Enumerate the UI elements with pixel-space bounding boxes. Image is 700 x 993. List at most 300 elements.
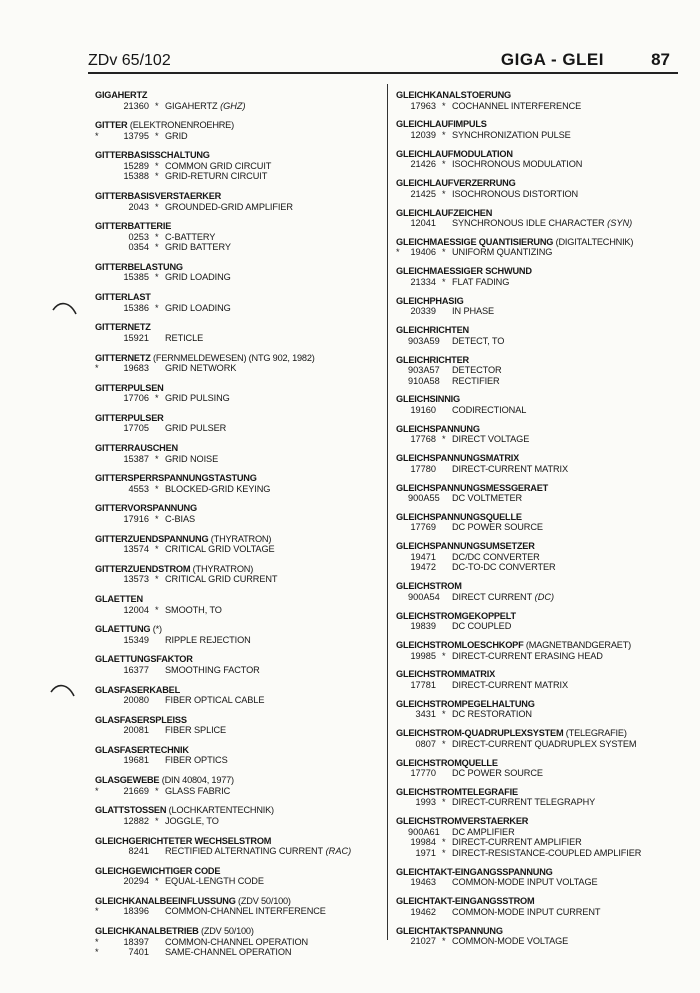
headword-note: (MAGNETBANDGERAET) [525, 640, 631, 651]
headword-text: GITTERBASISSCHALTUNG [95, 150, 210, 161]
entry-headword [95, 896, 380, 907]
headword-text: GLEICHRICHTEN [396, 325, 469, 336]
headword-text: GLEICHRICHTER [396, 354, 469, 365]
headword-text: GLEICHTAKTSPANNUNG [396, 925, 503, 936]
headword-text: GITTERNETZ [95, 322, 151, 333]
translation-line [396, 680, 686, 691]
headword-note: (ZDV 50/100) [200, 926, 254, 937]
term-mark [155, 846, 165, 857]
dictionary-entry [396, 325, 686, 346]
term-mark: * [155, 100, 159, 111]
headword-text: GLEICHSTROM [396, 581, 462, 592]
headword-text: GLEICHGERICHTETER WECHSELSTROM [95, 835, 272, 846]
entry-headword [95, 866, 380, 877]
term-code: 15388 [123, 171, 149, 182]
headword-text: GITTERNETZ [95, 352, 151, 363]
term-code: 20339 [410, 306, 436, 317]
translation-term: DIRECT-CURRENT QUADRUPLEX SYSTEM [452, 738, 637, 749]
term-mark: * [442, 247, 446, 258]
headword-text: GLEICHKANALBEEINFLUSSUNG [95, 895, 236, 906]
term-mark [442, 376, 452, 387]
headword-note: (FERNMELDEWESEN) (NTG 902, 1982) [153, 352, 315, 363]
translation-line [396, 247, 686, 258]
translation-term: GRID NOISE [165, 453, 219, 464]
mark-star [95, 423, 107, 434]
term-mark: * [155, 483, 159, 494]
mark-star [95, 202, 107, 213]
term-abbreviation: (RAC) [325, 846, 352, 856]
term-code: 900A55 [408, 493, 440, 504]
entry-headword [396, 296, 686, 307]
headword-text: GLEICHSTROMVERSTAERKER [396, 816, 529, 827]
entry-headword [95, 221, 380, 232]
mark-star: * [95, 947, 99, 958]
term-code: 19160 [410, 404, 436, 415]
translation-line [95, 605, 380, 616]
term-mark: * [442, 847, 446, 858]
mark-star [95, 544, 107, 555]
headword-text: GITTERPULSEN [95, 382, 164, 393]
headword-note: (ZDV 50/100) [238, 895, 291, 906]
translation-term: GROUNDED-GRID AMPLIFIER [165, 201, 293, 212]
translation-line [396, 522, 686, 533]
term-mark: * [155, 201, 159, 212]
translation-term: BLOCKED-GRID KEYING [165, 483, 271, 494]
translation-term: DIRECT-CURRENT MATRIX [452, 679, 568, 690]
translation-line [95, 876, 380, 887]
term-code: 3431 [415, 709, 436, 720]
mark-star [396, 376, 408, 387]
translation-line [95, 695, 380, 706]
translation-term: DIRECT VOLTAGE [452, 434, 530, 445]
dictionary-entry [95, 654, 380, 675]
headword-text: GLEICHSPANNUNG [396, 423, 480, 434]
term-mark: * [155, 453, 159, 464]
translation-line [95, 303, 380, 314]
term-code: 8241 [128, 846, 149, 856]
entry-headword [95, 715, 380, 726]
mark-star: * [396, 247, 400, 258]
term-code: 18397 [123, 936, 149, 947]
translation-line [396, 493, 686, 504]
translation-line [95, 816, 380, 827]
dictionary-entry [396, 512, 686, 533]
entry-headword [95, 443, 380, 454]
mark-star [95, 605, 107, 616]
entry-headword [396, 90, 686, 101]
dictionary-entry [396, 896, 686, 917]
entry-headword [95, 191, 380, 202]
term-mark [155, 906, 165, 917]
dictionary-entry [95, 745, 380, 766]
translation-term: C-BIAS [165, 513, 196, 524]
dictionary-entry [95, 120, 380, 141]
translation-line [396, 218, 686, 229]
mark-star [396, 493, 408, 504]
dictionary-entry [95, 90, 380, 111]
entry-headword [95, 805, 380, 816]
dictionary-entry [396, 699, 686, 720]
term-code: 903A57 [408, 365, 440, 376]
entry-headword [396, 453, 686, 464]
translation-line [396, 552, 686, 563]
translation-term: DC AMPLIFIER [452, 826, 515, 837]
translation-line [95, 131, 380, 142]
term-mark [442, 827, 452, 838]
term-code: 19462 [410, 906, 436, 917]
translation-line [95, 574, 380, 585]
term-code: 16377 [123, 664, 149, 675]
term-mark [155, 947, 165, 958]
entry-headword [95, 322, 380, 333]
entry-headword [95, 745, 380, 756]
term-code: 1971 [415, 847, 436, 858]
dictionary-entry [95, 443, 380, 464]
dictionary-entry [396, 611, 686, 632]
translation-line [95, 786, 380, 797]
translation-line [95, 755, 380, 766]
entry-headword [396, 581, 686, 592]
headword-text: GLEICHLAUFVERZERRUNG [396, 178, 516, 189]
term-code: 21669 [123, 785, 149, 796]
term-code: 17780 [410, 463, 436, 474]
translation-line [396, 376, 686, 387]
translation-term: SYNCHRONIZATION PULSE [452, 129, 571, 140]
term-mark [442, 768, 452, 779]
entry-headword [95, 473, 380, 484]
dictionary-entry [95, 866, 380, 887]
headword-text: GLASGEWEBE [95, 775, 160, 786]
entry-headword [95, 594, 380, 605]
translation-term: DETECTOR [452, 365, 502, 376]
dictionary-entry [95, 926, 380, 958]
dictionary-entry [95, 150, 380, 182]
translation-line [396, 907, 686, 918]
entry-headword [396, 355, 686, 366]
translation-term: JOGGLE, TO [165, 815, 219, 826]
dictionary-entry [396, 394, 686, 415]
translation-term: DIRECT-CURRENT TELEGRAPHY [452, 797, 596, 808]
mark-star [95, 393, 107, 404]
term-code: 20080 [123, 695, 149, 706]
term-mark: * [442, 100, 446, 111]
headword-note: (ELEKTRONENROEHRE) [129, 120, 234, 131]
term-code: 19681 [123, 755, 149, 766]
translation-term: COMMON-CHANNEL OPERATION [165, 936, 309, 947]
dictionary-entry [396, 296, 686, 317]
headword-text: GLEICHTAKT-EINGANGSSTROM [396, 896, 535, 907]
mark-star [95, 232, 107, 243]
binder-mark-icon [50, 300, 80, 322]
translation-line [95, 484, 380, 495]
translation-line [396, 336, 686, 347]
translation-term: SMOOTHING FACTOR [165, 664, 260, 675]
term-mark [155, 423, 165, 434]
term-code: 19406 [410, 247, 436, 258]
mark-star [95, 454, 107, 465]
headword-text: GITTERBASISVERSTAERKER [95, 191, 222, 202]
headword-text: GITTERZUENDSTROM [95, 563, 191, 574]
dictionary-entry [95, 624, 380, 645]
term-mark: * [442, 837, 446, 848]
dictionary-entry [396, 787, 686, 808]
term-abbreviation: (GHZ) [220, 100, 246, 111]
term-code: 19472 [410, 562, 436, 573]
dictionary-entry [396, 640, 686, 661]
entry-headword [396, 394, 686, 405]
term-mark: * [442, 709, 446, 720]
headword-note: (TELEGRAFIE) [565, 728, 627, 739]
term-mark [155, 333, 165, 344]
translation-line [396, 434, 686, 445]
headword-note: (LOCHKARTENTECHNIK) [168, 805, 274, 816]
mark-star [95, 755, 107, 766]
term-code: 19463 [410, 877, 436, 888]
mark-star [396, 405, 408, 416]
mark-star [396, 739, 408, 750]
translation-term: GRID [165, 130, 188, 141]
headword-text: GLEICHTAKT-EINGANGSSPANNUNG [396, 866, 553, 877]
translation-line [396, 827, 686, 838]
mark-star [396, 101, 408, 112]
dictionary-entry [396, 483, 686, 504]
entry-headword [396, 787, 686, 798]
headword-text: GITTERRAUSCHEN [95, 443, 178, 454]
entry-headword [396, 237, 686, 248]
headword-text: GLEICHPHASIG [396, 295, 464, 306]
page-number: 87 [651, 50, 670, 69]
translation-line [396, 848, 686, 859]
dictionary-entry [95, 413, 380, 434]
left-column [95, 90, 380, 967]
dictionary-entry [396, 758, 686, 779]
mark-star [396, 907, 408, 918]
term-mark [155, 665, 165, 676]
term-mark [442, 493, 452, 504]
mark-star [396, 277, 408, 288]
term-code: 17706 [123, 393, 149, 404]
mark-star [396, 877, 408, 888]
translation-line [95, 232, 380, 243]
term-mark [155, 755, 165, 766]
translation-term: CODIRECTIONAL [452, 404, 527, 415]
translation-line [95, 665, 380, 676]
mark-star [396, 306, 408, 317]
range-title: GIGA - GLEI [500, 50, 604, 69]
dictionary-entry [95, 503, 380, 524]
term-code: 0807 [415, 738, 436, 749]
term-mark [442, 522, 452, 533]
headword-text: GLAETTEN [95, 594, 143, 604]
translation-term: SMOOTH, TO [165, 604, 222, 615]
term-mark: * [155, 604, 159, 615]
term-mark [155, 635, 165, 646]
translation-term: COCHANNEL INTERFERENCE [452, 100, 582, 111]
entry-headword [95, 564, 380, 575]
term-code: 0354 [128, 242, 149, 253]
translation-line [95, 725, 380, 736]
dictionary-entry [396, 178, 686, 199]
right-column [396, 90, 686, 955]
term-mark [442, 621, 452, 632]
term-code: 17781 [410, 679, 436, 690]
dictionary-entry [396, 266, 686, 287]
term-mark: * [442, 276, 446, 287]
translation-term: FLAT FADING [452, 276, 510, 287]
term-mark [442, 592, 452, 603]
term-mark: * [155, 815, 159, 826]
term-abbreviation: (DC) [534, 591, 555, 602]
term-code: 17768 [410, 434, 436, 445]
translation-line [396, 768, 686, 779]
entry-headword [396, 178, 686, 189]
term-mark: * [155, 242, 159, 253]
term-abbreviation: (SYN) [607, 218, 633, 229]
term-code: 17769 [410, 522, 436, 533]
term-code: 19985 [410, 650, 436, 661]
entry-headword [95, 150, 380, 161]
mark-star [95, 514, 107, 525]
mark-star [396, 621, 408, 632]
term-mark [442, 877, 452, 888]
headword-text: GITTERLAST [95, 292, 151, 303]
dictionary-entry [396, 424, 686, 445]
term-code: 20081 [123, 725, 149, 736]
translation-term: COMMON-MODE INPUT CURRENT [452, 906, 601, 917]
dictionary-entry [396, 453, 686, 474]
translation-line [95, 635, 380, 646]
entry-headword [396, 208, 686, 219]
term-code: 15289 [123, 160, 149, 171]
term-mark [442, 306, 452, 317]
dictionary-entry [95, 534, 380, 555]
headword-text: GLAETTUNG [95, 624, 151, 635]
translation-term: RECTIFIER [452, 375, 500, 386]
translation-term: DIRECT-CURRENT MATRIX [452, 463, 568, 474]
header-rule [88, 72, 678, 74]
entry-headword [95, 262, 380, 273]
entry-headword [396, 867, 686, 878]
term-code: 17705 [123, 423, 149, 434]
term-mark: * [155, 513, 159, 524]
dictionary-entry [396, 581, 686, 602]
dictionary-entry [95, 836, 380, 857]
term-code: 15387 [123, 453, 149, 464]
translation-line [95, 272, 380, 283]
headword-text: GLEICHSTROMQUELLE [396, 757, 498, 768]
term-code: 13573 [123, 574, 149, 585]
mark-star [396, 464, 408, 475]
translation-term: UNIFORM QUANTIZING [452, 247, 553, 258]
entry-headword [396, 541, 686, 552]
dictionary-entry [396, 237, 686, 258]
translation-term: DC-TO-DC CONVERTER [452, 562, 556, 573]
mark-star [95, 816, 107, 827]
mark-star [396, 189, 408, 200]
translation-line [95, 393, 380, 404]
entry-headword [95, 685, 380, 696]
translation-line [95, 333, 380, 344]
translation-term: ISOCHRONOUS DISTORTION [452, 188, 579, 199]
mark-star [95, 272, 107, 283]
term-code: 12039 [410, 129, 436, 140]
translation-line [396, 797, 686, 808]
term-mark [442, 907, 452, 918]
headword-text: GLEICHMAESSIGE QUANTISIERUNG [396, 236, 554, 247]
entry-headword [396, 483, 686, 494]
dictionary-entry [95, 262, 380, 283]
term-code: 12882 [123, 815, 149, 826]
term-mark [442, 552, 452, 563]
headword-note: (THYRATRON) [192, 563, 254, 574]
translation-line [95, 161, 380, 172]
mark-star [396, 159, 408, 170]
mark-star [95, 665, 107, 676]
term-code: 21027 [410, 936, 436, 947]
term-mark: * [155, 876, 159, 887]
translation-line [95, 202, 380, 213]
term-mark [442, 336, 452, 347]
term-mark: * [155, 231, 159, 242]
translation-term: GRID NETWORK [165, 363, 237, 373]
mark-star [396, 797, 408, 808]
translation-term: SYNCHRONOUS IDLE CHARACTER [452, 218, 605, 229]
entry-headword [95, 383, 380, 394]
translation-term: FIBER OPTICS [165, 755, 228, 766]
translation-line [396, 306, 686, 317]
headword-text: GLEICHMAESSIGER SCHWUND [396, 266, 532, 277]
translation-term: DIRECT-CURRENT ERASING HEAD [452, 650, 603, 661]
mark-star [95, 242, 107, 253]
term-code: 12004 [123, 604, 149, 615]
term-code: 12041 [410, 218, 436, 229]
term-code: 0253 [128, 231, 149, 242]
translation-term: DIRECT CURRENT [452, 591, 533, 602]
term-code: 900A54 [408, 591, 440, 602]
translation-line [95, 101, 380, 112]
term-mark [442, 680, 452, 691]
mark-star [396, 680, 408, 691]
translation-term: SAME-CHANNEL OPERATION [165, 947, 292, 958]
entry-headword [396, 119, 686, 130]
mark-star [396, 365, 408, 376]
term-mark: * [442, 650, 446, 661]
headword-text: GITTERSPERRSPANNUNGSTASTUNG [95, 473, 257, 484]
term-code: 17770 [410, 768, 436, 779]
translation-term: COMMON-MODE VOLTAGE [452, 936, 569, 947]
translation-term: DC VOLTMETER [452, 493, 523, 504]
translation-term: DC POWER SOURCE [452, 522, 543, 533]
translation-term: DETECT, TO [452, 335, 505, 346]
translation-line [396, 464, 686, 475]
translation-line [95, 454, 380, 465]
dictionary-entry [95, 322, 380, 343]
dictionary-entry [95, 685, 380, 706]
term-mark [155, 937, 165, 948]
term-mark: * [155, 171, 159, 182]
mark-star [396, 218, 408, 229]
mark-star: * [95, 130, 99, 141]
translation-line [95, 363, 380, 374]
term-mark [442, 405, 452, 416]
entry-headword [95, 413, 380, 424]
headword-text: GLASFASERTECHNIK [95, 744, 189, 755]
column-divider [387, 84, 388, 940]
mark-star [396, 336, 408, 347]
headword-note: (*) [152, 624, 162, 635]
term-mark: * [442, 936, 446, 947]
mark-star: * [95, 936, 99, 947]
